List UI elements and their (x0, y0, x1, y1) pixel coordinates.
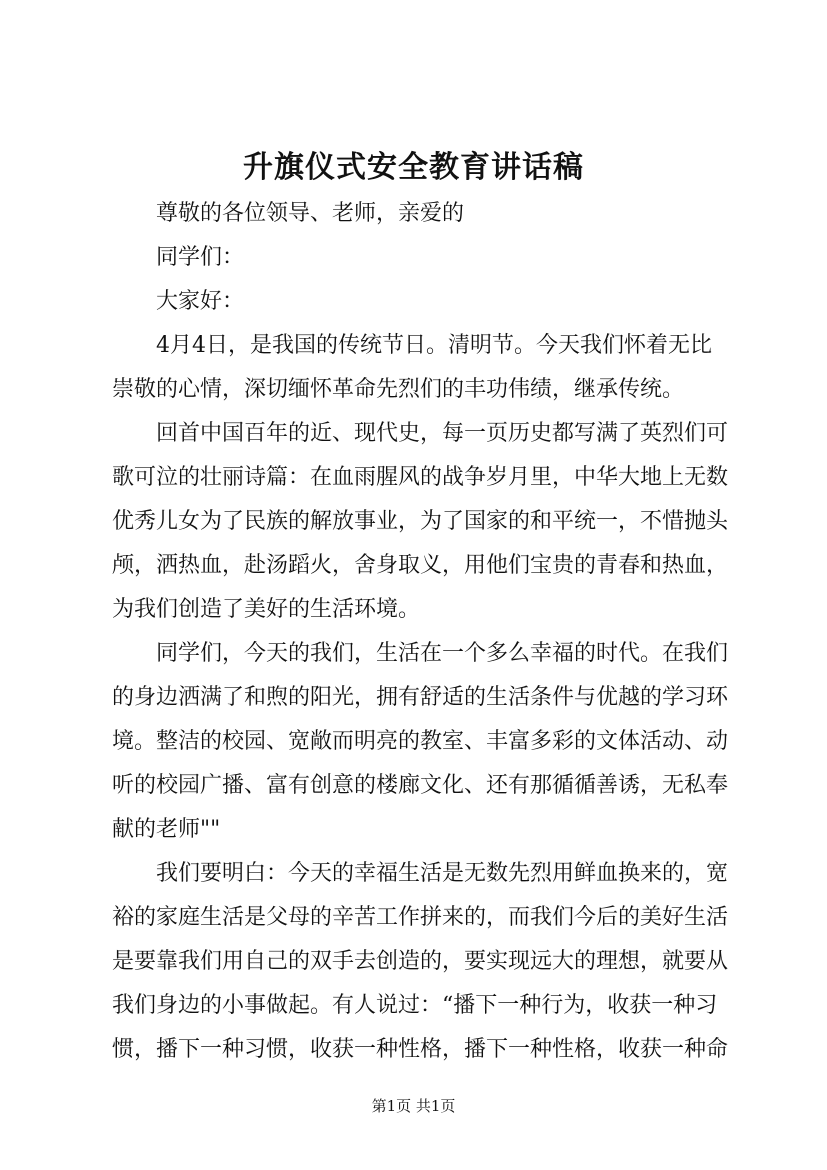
text-line: 崇敬的心情，深切缅怀革命先烈们的丰功伟绩，继承传统。 (112, 377, 685, 402)
text-line: 惯，播下一种习惯，收获一种性格，播下一种性格，收获一种命 (112, 1037, 729, 1062)
text-line: 优秀儿女为了民族的解放事业，为了国家的和平统一，不惜抛头 (112, 509, 729, 534)
text-line: 同学们，今天的我们，生活在一个多么幸福的时代。在我们 (156, 641, 729, 666)
text-line: 裕的家庭生活是父母的辛苦工作拼来的，而我们今后的美好生活 (112, 905, 729, 930)
text-line: 尊敬的各位领导、老师，亲爱的 (156, 201, 465, 226)
document-body (112, 192, 732, 1072)
text-line: 4月4日，是我国的传统节日。清明节。今天我们怀着无比 (156, 333, 712, 358)
text-line: 是要靠我们用自己的双手去创造的，要实现远大的理想，就要从 (112, 949, 729, 974)
text-line: 回首中国百年的近、现代史，每一页历史都写满了英烈们可 (156, 421, 729, 446)
text-line: 我们要明白：今天的幸福生活是无数先烈用鲜血换来的，宽 (156, 861, 729, 886)
text-line: 颅，洒热血，赴汤蹈火，舍身取义，用他们宝贵的青春和热血， (112, 553, 729, 578)
page-footer: 第1页 共1页 (371, 1097, 456, 1115)
text-line: 境。整洁的校园、宽敞而明亮的教室、丰富多彩的文体活动、动 (112, 729, 729, 754)
text-line: 为我们创造了美好的生活环境。 (112, 597, 421, 622)
document-title: 升旗仪式安全教育讲话稿 (243, 150, 584, 185)
text-line: 同学们： (156, 245, 245, 270)
text-line: 歌可泣的壮丽诗篇：在血雨腥风的战争岁月里，中华大地上无数 (112, 465, 729, 490)
text-line: 听的校园广播、富有创意的楼廊文化、还有那循循善诱，无私奉 (112, 773, 729, 798)
text-line: 大家好： (156, 289, 245, 314)
text-line: 我们身边的小事做起。有人说过：“播下一种行为，收获一种习 (112, 993, 718, 1018)
text-line: 献的老师"" (112, 817, 221, 842)
text-line: 的身边洒满了和煦的阳光，拥有舒适的生活条件与优越的学习环 (112, 685, 729, 710)
